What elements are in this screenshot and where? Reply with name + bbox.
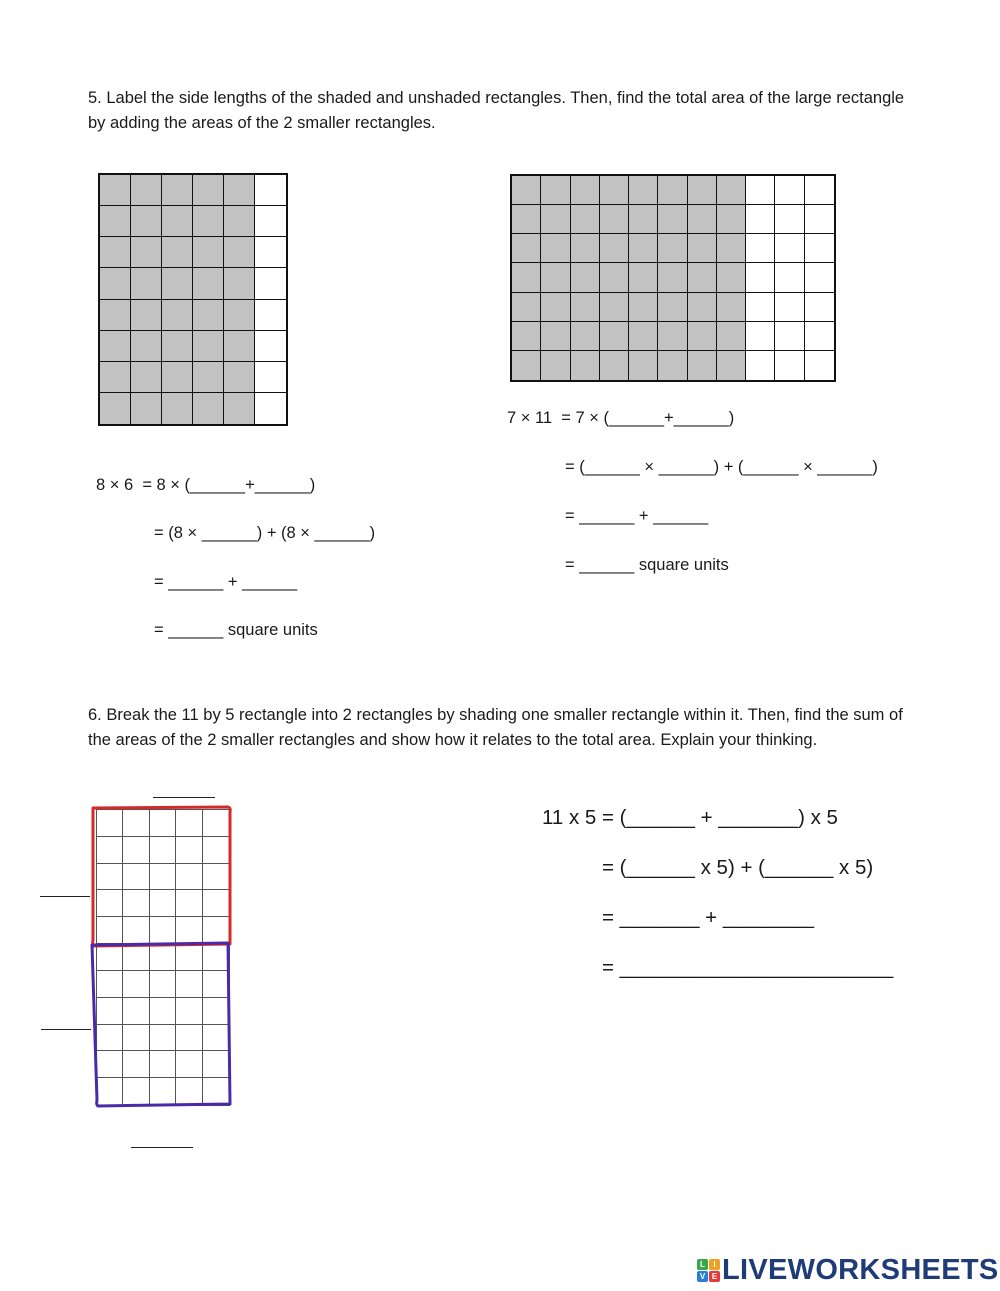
right-equation-line-3: = ______ + ______ <box>565 507 709 525</box>
q6-equation-line-2: = (______ x 5) + (______ x 5) <box>602 856 874 879</box>
purple-outline-bottom-rectangle <box>92 943 230 1106</box>
question-6-prompt: 6. Break the 11 by 5 rectangle into 2 rectangles by shading one smaller rectangle within it. Then, find the sum of the areas of the 2 smaller rectangles and show how it relates to the total area. Explain your thinking. <box>88 706 903 749</box>
logo-text: LIVEWORKSHEETS <box>722 1254 999 1286</box>
left-equation-line-3: = ______ + ______ <box>154 573 298 591</box>
left-equation-line-1: 8 × 6 = 8 × (______+______) <box>96 476 316 494</box>
q6-equation-line-4: = ________________________ <box>602 956 894 979</box>
red-outline-top-rectangle <box>93 807 231 946</box>
right-equation-line-2: = (______ × ______) + (______ × ______) <box>565 458 878 476</box>
question-5-prompt: 5. Label the side lengths of the shaded and unshaded rectangles. Then, find the total area of the large rectangle by adding the areas of the 2 smaller rectangles. <box>88 89 905 132</box>
liveworksheets-logo <box>697 1255 999 1285</box>
logo-mark-icon: L I V E <box>697 1259 720 1282</box>
right-equation-line-4: = ______ square units <box>565 556 729 574</box>
left-equation-line-2: = (8 × ______) + (8 × ______) <box>154 524 376 542</box>
q6-equation-line-3: = _______ + ________ <box>602 906 815 929</box>
right-equation-line-1: 7 × 11 = 7 × (______+______) <box>507 409 735 427</box>
left-equation-line-4: = ______ square units <box>154 621 318 639</box>
q6-equation-line-1: 11 x 5 = (______ + _______) x 5 <box>542 806 838 829</box>
